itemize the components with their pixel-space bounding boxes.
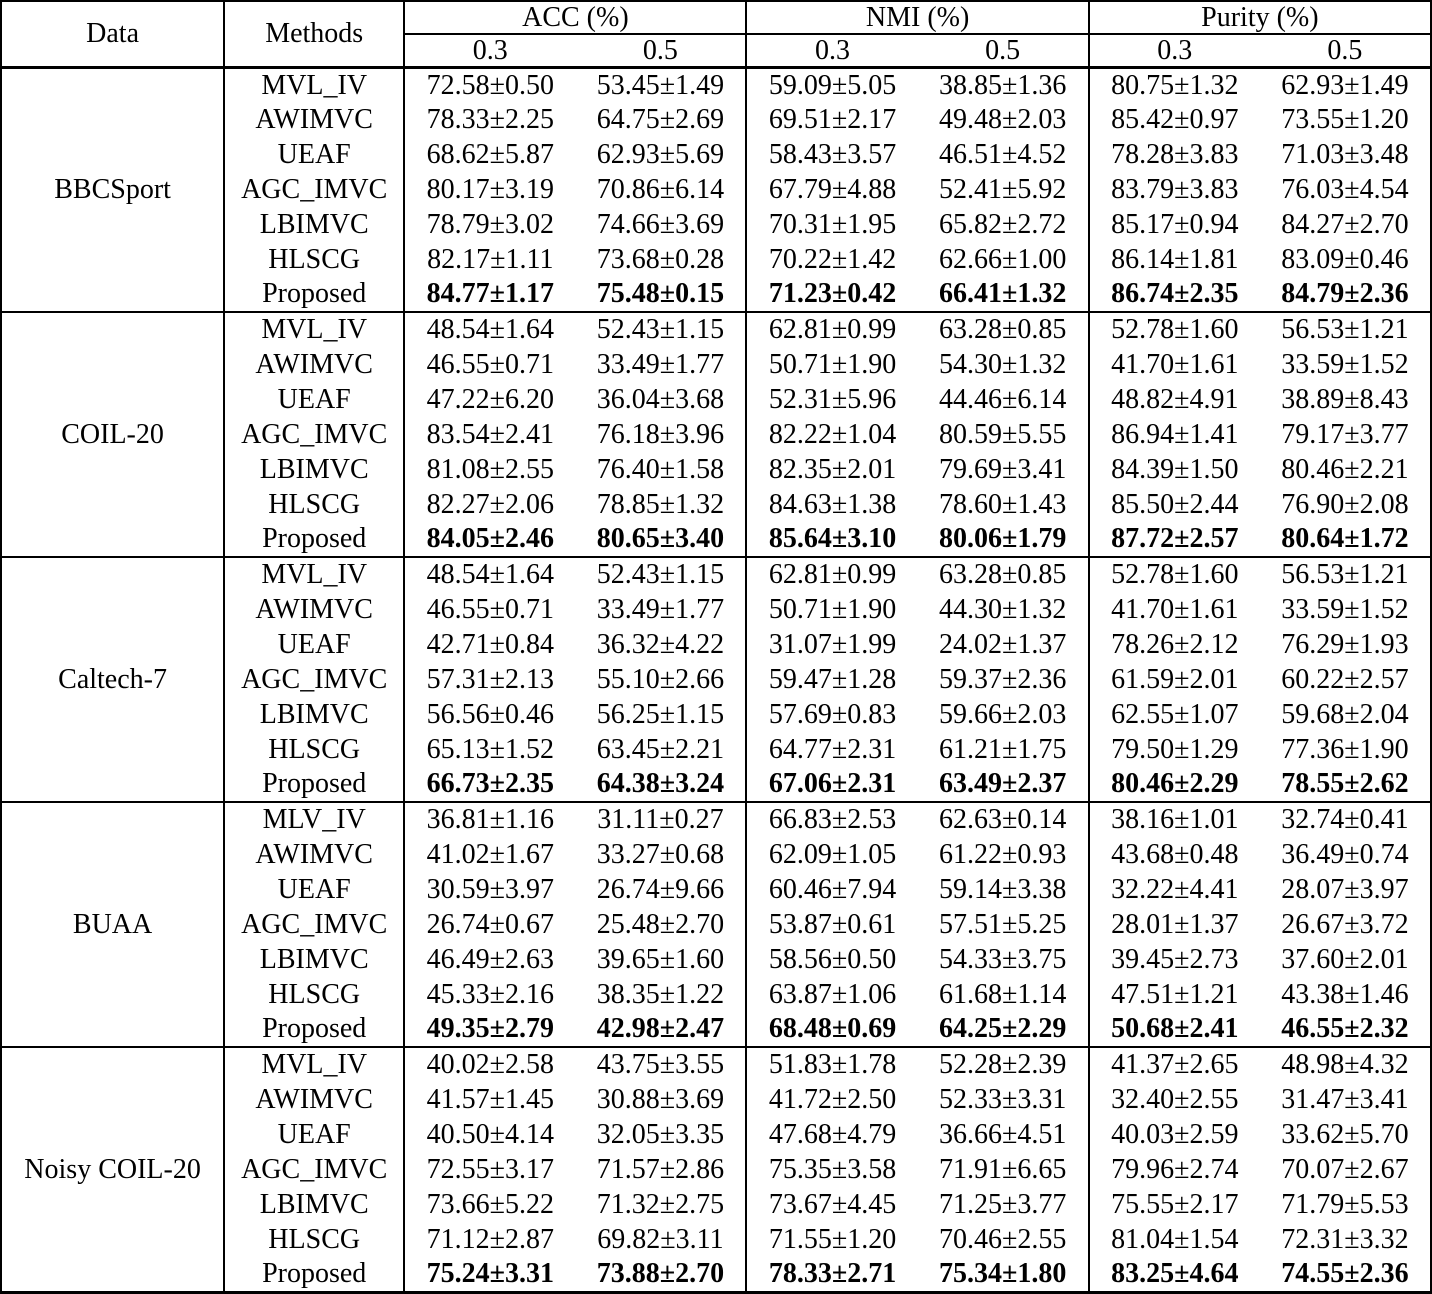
value-cell: 42.98±2.47 — [575, 1012, 746, 1047]
value-cell: 68.48±0.69 — [746, 1012, 917, 1047]
value-cell: 85.64±3.10 — [746, 522, 917, 557]
value-cell: 26.74±9.66 — [596, 873, 725, 905]
header-methods: Methods — [224, 1, 404, 67]
value-cell: 50.68±2.41 — [1089, 1012, 1260, 1047]
value-cell: 80.75±1.32 — [1089, 67, 1260, 102]
value-cell: 50.71±1.90 — [746, 592, 917, 627]
value-cell: 76.90±2.08 — [1281, 488, 1409, 520]
value-cell: 84.05±2.46 — [404, 522, 575, 557]
value-cell: 71.79±5.53 — [1281, 1188, 1409, 1220]
value-cell: 33.59±1.52 — [1281, 348, 1409, 380]
value-cell: 71.91±6.65 — [938, 1153, 1067, 1185]
value-cell: 79.17±3.77 — [1281, 418, 1409, 450]
method-cell: MLV_IV — [224, 802, 404, 837]
value-cell: 40.50±4.14 — [404, 1117, 575, 1152]
value-cell: 48.82±4.91 — [1089, 382, 1260, 417]
value-cell: 81.08±2.55 — [404, 452, 575, 487]
method-cell: Proposed — [224, 522, 404, 557]
value-cell: 83.54±2.41 — [404, 417, 575, 452]
method-cell: AWIMVC — [224, 1082, 404, 1117]
value-cell: 32.40±2.55 — [1089, 1082, 1260, 1117]
value-cell: 46.55±0.71 — [404, 347, 575, 382]
method-cell: MVL_IV — [224, 312, 404, 347]
value-cell: 33.27±0.68 — [596, 838, 725, 870]
value-cell: 51.83±1.78 — [746, 1047, 917, 1082]
value-cell: 46.55±0.71 — [404, 592, 575, 627]
table-row — [1, 802, 1431, 837]
value-cell: 32.05±3.35 — [596, 1118, 725, 1150]
method-cell: HLSCG — [224, 487, 404, 522]
value-cell: 59.37±2.36 — [938, 663, 1067, 695]
value-cell: 80.17±3.19 — [404, 172, 575, 207]
value-cell: 62.93±5.69 — [596, 138, 725, 170]
value-cell: 30.59±3.97 — [404, 872, 575, 907]
header-metric-nmi: NMI (%) — [746, 1, 1088, 34]
method-cell: AGC_IMVC — [224, 907, 404, 942]
value-cell: 80.65±3.40 — [575, 522, 746, 557]
method-cell: Proposed — [224, 1257, 404, 1293]
value-cell: 78.60±1.43 — [938, 488, 1067, 520]
value-cell: 43.75±3.55 — [596, 1049, 725, 1081]
value-cell: 79.50±1.29 — [1089, 732, 1260, 767]
value-cell: 31.07±1.99 — [746, 627, 917, 662]
method-cell: AGC_IMVC — [224, 172, 404, 207]
value-cell: 62.81±0.99 — [746, 557, 917, 592]
value-cell: 60.46±7.94 — [746, 872, 917, 907]
value-cell: 31.47±3.41 — [1281, 1083, 1409, 1115]
value-cell: 56.56±0.46 — [404, 697, 575, 732]
value-cell: 33.49±1.77 — [596, 348, 725, 380]
method-cell: MVL_IV — [224, 557, 404, 592]
value-cell: 67.06±2.31 — [746, 767, 917, 802]
value-cell: 52.43±1.15 — [596, 559, 725, 591]
value-cell: 63.87±1.06 — [746, 977, 917, 1012]
value-cell: 76.18±3.96 — [596, 418, 725, 450]
value-cell: 77.36±1.90 — [1281, 733, 1409, 765]
value-cell: 49.35±2.79 — [404, 1012, 575, 1047]
value-cell: 78.55±2.62 — [1260, 767, 1431, 802]
value-cell: 31.11±0.27 — [597, 804, 724, 836]
value-cell: 26.67±3.72 — [1281, 908, 1409, 940]
method-cell: HLSCG — [224, 242, 404, 277]
value-cell: 82.17±1.11 — [404, 242, 575, 277]
table-row — [1, 1047, 1431, 1082]
value-cell: 41.70±1.61 — [1089, 347, 1260, 382]
value-cell: 54.33±3.75 — [938, 943, 1067, 975]
value-cell: 64.25±2.29 — [918, 1012, 1089, 1047]
value-cell: 67.79±4.88 — [746, 172, 917, 207]
value-cell: 42.71±0.84 — [404, 627, 575, 662]
value-cell: 47.22±6.20 — [404, 382, 575, 417]
value-cell: 71.12±2.87 — [404, 1222, 575, 1257]
value-cell: 57.69±0.83 — [746, 697, 917, 732]
value-cell: 84.27±2.70 — [1281, 208, 1409, 240]
method-cell: LBIMVC — [224, 1187, 404, 1222]
value-cell: 59.47±1.28 — [746, 662, 917, 697]
header-sub-purity-03: 0.3 — [1089, 34, 1260, 67]
value-cell: 60.22±2.57 — [1281, 663, 1409, 695]
value-cell: 52.43±1.15 — [596, 314, 725, 346]
value-cell: 62.63±0.14 — [938, 804, 1067, 836]
value-cell: 78.28±3.83 — [1089, 137, 1260, 172]
value-cell: 74.66±3.69 — [596, 208, 725, 240]
method-cell: AWIMVC — [224, 837, 404, 872]
value-cell: 36.49±0.74 — [1281, 838, 1409, 870]
value-cell: 71.25±3.77 — [938, 1188, 1067, 1220]
header-data: Data — [1, 1, 224, 67]
value-cell: 82.22±1.04 — [746, 417, 917, 452]
value-cell: 78.26±2.12 — [1089, 627, 1260, 662]
value-cell: 79.69±3.41 — [938, 453, 1067, 485]
value-cell: 28.07±3.97 — [1281, 873, 1409, 905]
value-cell: 75.24±3.31 — [404, 1257, 575, 1293]
value-cell: 40.03±2.59 — [1089, 1117, 1260, 1152]
value-cell: 70.46±2.55 — [938, 1223, 1067, 1255]
value-cell: 84.77±1.17 — [404, 277, 575, 312]
value-cell: 65.82±2.72 — [938, 208, 1067, 240]
value-cell: 80.59±5.55 — [938, 418, 1067, 450]
value-cell: 85.50±2.44 — [1089, 487, 1260, 522]
method-cell: LBIMVC — [224, 697, 404, 732]
value-cell: 78.33±2.25 — [404, 102, 575, 137]
dataset-cell: BUAA — [1, 802, 224, 1047]
method-cell: AGC_IMVC — [224, 417, 404, 452]
value-cell: 25.48±2.70 — [596, 908, 725, 940]
value-cell: 73.55±1.20 — [1281, 103, 1409, 135]
value-cell: 59.66±2.03 — [938, 698, 1067, 730]
value-cell: 37.60±2.01 — [1281, 943, 1409, 975]
value-cell: 57.31±2.13 — [404, 662, 575, 697]
value-cell: 47.68±4.79 — [746, 1117, 917, 1152]
value-cell: 69.82±3.11 — [597, 1223, 724, 1255]
value-cell: 48.98±4.32 — [1281, 1049, 1409, 1081]
value-cell: 52.33±3.31 — [938, 1083, 1067, 1115]
value-cell: 65.13±1.52 — [404, 732, 575, 767]
value-cell: 26.74±0.67 — [404, 907, 575, 942]
value-cell: 70.31±1.95 — [746, 207, 917, 242]
value-cell: 84.39±1.50 — [1089, 452, 1260, 487]
value-cell: 80.46±2.21 — [1281, 453, 1409, 485]
value-cell: 52.41±5.92 — [938, 173, 1067, 205]
method-cell: Proposed — [224, 767, 404, 802]
value-cell: 64.38±3.24 — [575, 767, 746, 802]
method-cell: UEAF — [224, 137, 404, 172]
value-cell: 62.55±1.07 — [1089, 697, 1260, 732]
value-cell: 43.68±0.48 — [1089, 837, 1260, 872]
value-cell: 63.49±2.37 — [918, 767, 1089, 802]
dataset-cell: COIL-20 — [1, 312, 224, 557]
value-cell: 73.67±4.45 — [746, 1187, 917, 1222]
method-cell: MVL_IV — [224, 67, 404, 102]
value-cell: 71.55±1.20 — [746, 1222, 917, 1257]
value-cell: 59.09±5.05 — [746, 67, 917, 102]
value-cell: 84.63±1.38 — [746, 487, 917, 522]
value-cell: 56.25±1.15 — [596, 698, 725, 730]
value-cell: 28.01±1.37 — [1089, 907, 1260, 942]
value-cell: 41.37±2.65 — [1089, 1047, 1260, 1082]
method-cell: AGC_IMVC — [224, 662, 404, 697]
value-cell: 58.56±0.50 — [746, 942, 917, 977]
value-cell: 85.42±0.97 — [1089, 102, 1260, 137]
value-cell: 82.27±2.06 — [404, 487, 575, 522]
table-row — [1, 557, 1431, 592]
table-row — [1, 67, 1431, 102]
value-cell: 56.53±1.21 — [1281, 559, 1409, 591]
table-header — [1, 1, 1431, 67]
method-cell: AWIMVC — [224, 347, 404, 382]
value-cell: 73.66±5.22 — [404, 1187, 575, 1222]
value-cell: 80.46±2.29 — [1089, 767, 1260, 802]
value-cell: 41.57±1.45 — [404, 1082, 575, 1117]
value-cell: 36.04±3.68 — [596, 383, 725, 415]
value-cell: 54.30±1.32 — [938, 348, 1067, 380]
header-metric-acc: ACC (%) — [404, 1, 746, 34]
value-cell: 39.45±2.73 — [1089, 942, 1260, 977]
value-cell: 72.55±3.17 — [404, 1152, 575, 1187]
value-cell: 72.58±0.50 — [404, 67, 575, 102]
value-cell: 71.23±0.42 — [746, 277, 917, 312]
method-cell: HLSCG — [224, 732, 404, 767]
method-cell: HLSCG — [224, 977, 404, 1012]
value-cell: 83.25±4.64 — [1089, 1257, 1260, 1293]
value-cell: 71.32±2.75 — [596, 1188, 725, 1220]
value-cell: 87.72±2.57 — [1089, 522, 1260, 557]
method-cell: UEAF — [224, 382, 404, 417]
value-cell: 44.30±1.32 — [938, 593, 1067, 625]
value-cell: 75.48±0.15 — [575, 277, 746, 312]
header-sub-nmi-03: 0.3 — [746, 34, 917, 67]
value-cell: 75.35±3.58 — [746, 1152, 917, 1187]
dataset-cell: BBCSport — [1, 67, 224, 312]
value-cell: 78.85±1.32 — [596, 488, 725, 520]
value-cell: 63.28±0.85 — [938, 314, 1067, 346]
value-cell: 38.85±1.36 — [938, 69, 1067, 101]
method-cell: AGC_IMVC — [224, 1152, 404, 1187]
value-cell: 52.28±2.39 — [938, 1049, 1067, 1081]
value-cell: 86.94±1.41 — [1089, 417, 1260, 452]
dataset-cell: Caltech-7 — [1, 557, 224, 802]
method-cell: Proposed — [224, 1012, 404, 1047]
method-cell: AWIMVC — [224, 592, 404, 627]
value-cell: 76.29±1.93 — [1281, 628, 1409, 660]
value-cell: 69.51±2.17 — [746, 102, 917, 137]
header-sub-purity-05: 0.5 — [1260, 34, 1431, 67]
value-cell: 30.88±3.69 — [596, 1083, 725, 1115]
value-cell: 66.73±2.35 — [404, 767, 575, 802]
value-cell: 36.32±4.22 — [596, 628, 725, 660]
value-cell: 83.09±0.46 — [1281, 243, 1409, 275]
value-cell: 80.06±1.79 — [918, 522, 1089, 557]
method-cell: LBIMVC — [224, 207, 404, 242]
value-cell: 36.66±4.51 — [938, 1118, 1067, 1150]
value-cell: 61.21±1.75 — [938, 733, 1067, 765]
value-cell: 33.62±5.70 — [1281, 1118, 1409, 1150]
table-body — [1, 67, 1431, 1293]
value-cell: 85.17±0.94 — [1089, 207, 1260, 242]
value-cell: 81.04±1.54 — [1089, 1222, 1260, 1257]
method-cell: UEAF — [224, 1117, 404, 1152]
value-cell: 83.79±3.83 — [1089, 172, 1260, 207]
value-cell: 61.22±0.93 — [938, 838, 1067, 870]
value-cell: 48.54±1.64 — [404, 312, 575, 347]
method-cell: UEAF — [224, 627, 404, 662]
value-cell: 62.09±1.05 — [746, 837, 917, 872]
value-cell: 86.74±2.35 — [1089, 277, 1260, 312]
value-cell: 75.55±2.17 — [1089, 1187, 1260, 1222]
value-cell: 76.40±1.58 — [596, 453, 725, 485]
value-cell: 70.07±2.67 — [1281, 1153, 1409, 1185]
table-row — [1, 312, 1431, 347]
value-cell: 59.68±2.04 — [1281, 698, 1409, 730]
value-cell: 33.49±1.77 — [596, 593, 725, 625]
method-cell: AWIMVC — [224, 102, 404, 137]
value-cell: 53.45±1.49 — [596, 69, 725, 101]
value-cell: 62.93±1.49 — [1281, 69, 1409, 101]
value-cell: 84.79±2.36 — [1260, 277, 1431, 312]
value-cell: 43.38±1.46 — [1281, 978, 1409, 1010]
value-cell: 79.96±2.74 — [1089, 1152, 1260, 1187]
value-cell: 63.28±0.85 — [938, 559, 1067, 591]
value-cell: 32.74±0.41 — [1281, 804, 1409, 836]
value-cell: 38.89±8.43 — [1281, 383, 1409, 415]
value-cell: 38.16±1.01 — [1089, 802, 1260, 837]
value-cell: 64.75±2.69 — [596, 103, 725, 135]
header-sub-acc-03: 0.3 — [404, 34, 575, 67]
value-cell: 62.66±1.00 — [938, 243, 1067, 275]
value-cell: 66.41±1.32 — [918, 277, 1089, 312]
value-cell: 58.43±3.57 — [746, 137, 917, 172]
value-cell: 66.83±2.53 — [746, 802, 917, 837]
value-cell: 41.70±1.61 — [1089, 592, 1260, 627]
value-cell: 73.68±0.28 — [596, 243, 725, 275]
value-cell: 57.51±5.25 — [938, 908, 1067, 940]
value-cell: 53.87±0.61 — [746, 907, 917, 942]
value-cell: 76.03±4.54 — [1281, 173, 1409, 205]
value-cell: 70.22±1.42 — [746, 242, 917, 277]
value-cell: 62.81±0.99 — [746, 312, 917, 347]
value-cell: 78.33±2.71 — [746, 1257, 917, 1293]
value-cell: 75.34±1.80 — [918, 1257, 1089, 1293]
value-cell: 48.54±1.64 — [404, 557, 575, 592]
value-cell: 73.88±2.70 — [575, 1257, 746, 1293]
value-cell: 41.02±1.67 — [404, 837, 575, 872]
value-cell: 52.78±1.60 — [1089, 312, 1260, 347]
header-sub-acc-05: 0.5 — [575, 34, 746, 67]
value-cell: 49.48±2.03 — [938, 103, 1067, 135]
value-cell: 86.14±1.81 — [1089, 242, 1260, 277]
value-cell: 70.86±6.14 — [596, 173, 725, 205]
value-cell: 41.72±2.50 — [746, 1082, 917, 1117]
value-cell: 46.55±2.32 — [1260, 1012, 1431, 1047]
value-cell: 63.45±2.21 — [596, 733, 725, 765]
value-cell: 82.35±2.01 — [746, 452, 917, 487]
method-cell: HLSCG — [224, 1222, 404, 1257]
value-cell: 59.14±3.38 — [938, 873, 1067, 905]
dataset-cell: Noisy COIL-20 — [1, 1047, 224, 1293]
method-cell: LBIMVC — [224, 942, 404, 977]
method-cell: MVL_IV — [224, 1047, 404, 1082]
value-cell: 46.49±2.63 — [404, 942, 575, 977]
method-cell: Proposed — [224, 277, 404, 312]
value-cell: 50.71±1.90 — [746, 347, 917, 382]
value-cell: 36.81±1.16 — [404, 802, 575, 837]
value-cell: 33.59±1.52 — [1281, 593, 1409, 625]
value-cell: 61.59±2.01 — [1089, 662, 1260, 697]
value-cell: 55.10±2.66 — [596, 663, 725, 695]
value-cell: 46.51±4.52 — [938, 138, 1067, 170]
value-cell: 78.79±3.02 — [404, 207, 575, 242]
method-cell: LBIMVC — [224, 452, 404, 487]
value-cell: 72.31±3.32 — [1281, 1223, 1409, 1255]
value-cell: 44.46±6.14 — [938, 383, 1067, 415]
value-cell: 52.78±1.60 — [1089, 557, 1260, 592]
value-cell: 71.03±3.48 — [1281, 138, 1409, 170]
value-cell: 47.51±1.21 — [1089, 977, 1260, 1012]
value-cell: 71.57±2.86 — [596, 1153, 725, 1185]
value-cell: 80.64±1.72 — [1260, 522, 1431, 557]
value-cell: 38.35±1.22 — [596, 978, 725, 1010]
value-cell: 52.31±5.96 — [746, 382, 917, 417]
value-cell: 32.22±4.41 — [1089, 872, 1260, 907]
header-sub-nmi-05: 0.5 — [918, 34, 1089, 67]
value-cell: 68.62±5.87 — [404, 137, 575, 172]
value-cell: 74.55±2.36 — [1260, 1257, 1431, 1293]
value-cell: 40.02±2.58 — [404, 1047, 575, 1082]
value-cell: 24.02±1.37 — [938, 628, 1067, 660]
value-cell: 56.53±1.21 — [1281, 314, 1409, 346]
method-cell: UEAF — [224, 872, 404, 907]
value-cell: 45.33±2.16 — [404, 977, 575, 1012]
value-cell: 39.65±1.60 — [596, 943, 725, 975]
header-metric-purity: Purity (%) — [1089, 1, 1431, 34]
value-cell: 61.68±1.14 — [938, 978, 1067, 1010]
value-cell: 64.77±2.31 — [746, 732, 917, 767]
